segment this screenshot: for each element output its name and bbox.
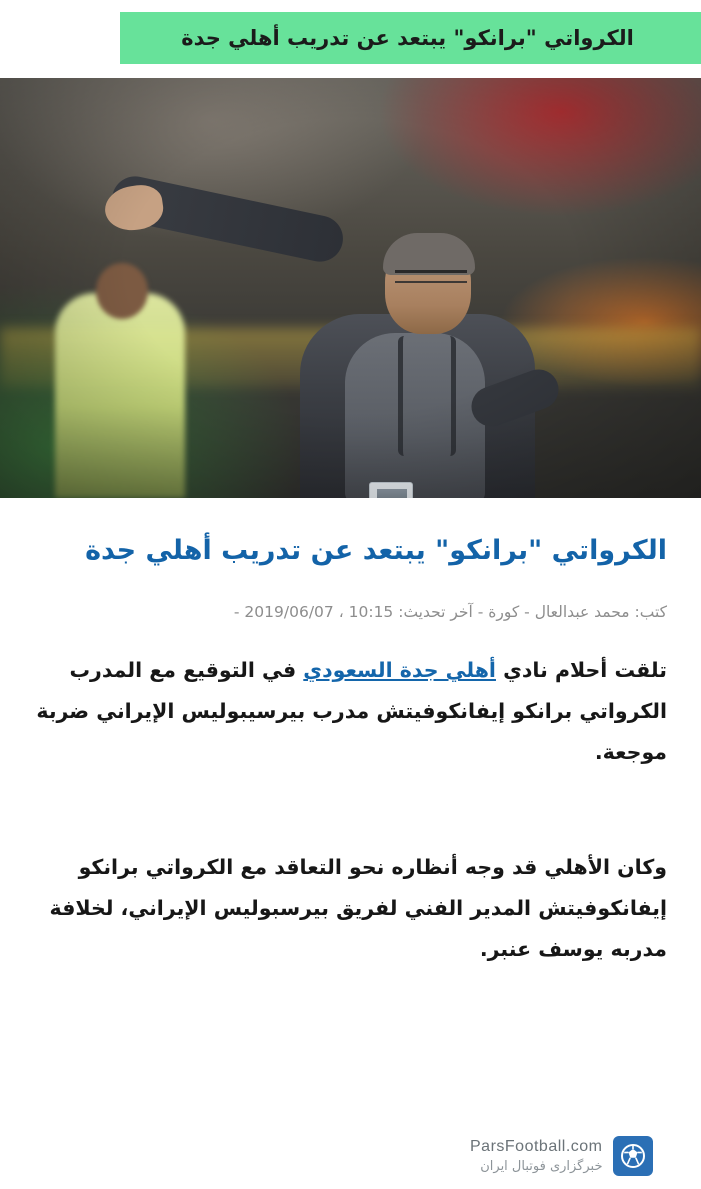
hero-image: [0, 78, 701, 498]
article-paragraph-1: [34, 650, 667, 773]
watermark-text-block: [470, 1138, 603, 1174]
page-title: الكرواتي "برانكو" يبتعد عن تدريب أهلي جدة: [85, 535, 667, 566]
banner-title: الكرواتي "برانكو" يبتعد عن تدريب أهلي جدة: [181, 26, 634, 50]
article-body: [0, 498, 701, 970]
paragraph-1-text-after: في التوقيع مع المدرب الكرواتي برانكو إيفانكوفيتش مدرب بيرسيبوليس الإيراني ضربة موجعة.: [36, 658, 667, 764]
club-link[interactable]: أهلي جدة السعودي: [303, 658, 496, 682]
article-meta: كتب: محمد عبدالعال - كورة - آخر تحديث: 10:15 ، 2019/06/07 -: [233, 603, 667, 621]
banner-left-spacer: [0, 0, 120, 78]
article-paragraph-2: وكان الأهلي قد وجه أنظاره نحو التعاقد مع الكرواتي برانكو إيفانكوفيتش المدير الفني لفريق بيرسبوليس الإيراني، لخلافة مدربه يوسف عنبر.: [49, 855, 667, 961]
site-name: ParsFootball.com: [470, 1138, 603, 1155]
paragraph-1-text-before: تلقت أحلام نادي: [495, 658, 667, 682]
football-logo-icon: [613, 1136, 653, 1176]
site-watermark: [0, 1123, 701, 1189]
top-banner: [0, 0, 701, 78]
hero-vignette: [0, 78, 701, 498]
site-tagline: خبرگزاری فوتبال ایران: [480, 1159, 603, 1174]
